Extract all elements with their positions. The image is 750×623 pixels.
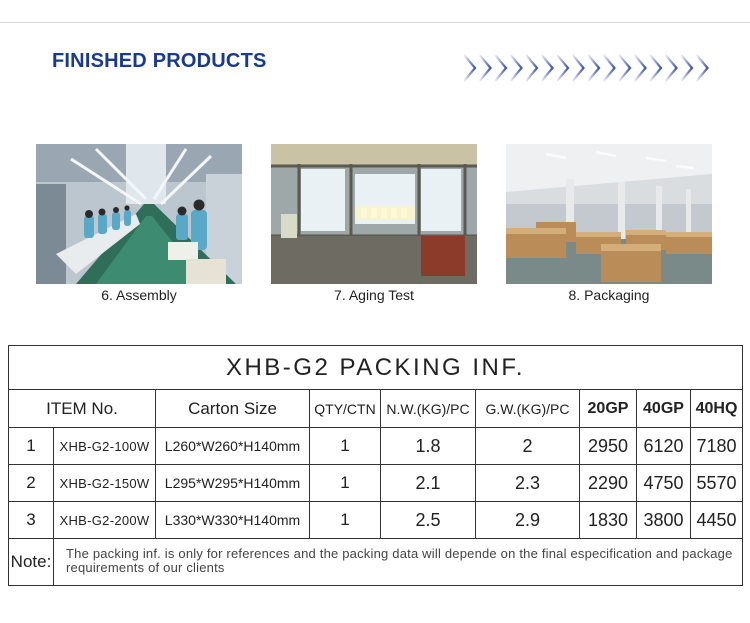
table-row	[9, 502, 743, 539]
model-cell: XHB-G2-150W	[54, 465, 156, 502]
row-number: 3	[9, 502, 54, 539]
carton-size-cell: L295*W295*H140mm	[156, 465, 310, 502]
packaging-photo	[506, 144, 712, 284]
header-40gp: 40GP	[637, 390, 691, 428]
note-text: The packing inf. is only for references and the packing data will depende on the final especification and package requirements of our clients	[54, 539, 743, 586]
chevron-mark	[511, 55, 522, 81]
table-header-row	[9, 390, 743, 428]
chevron-decoration-icon	[460, 52, 715, 84]
40hq-cell: 7180	[691, 428, 743, 465]
header-carton-size: Carton Size	[156, 390, 310, 428]
chevron-mark	[635, 55, 646, 81]
header-20gp: 20GP	[580, 390, 637, 428]
chevron-mark	[557, 55, 568, 81]
warehouse-packaging-photo-icon	[506, 144, 712, 284]
20gp-cell: 1830	[580, 502, 637, 539]
gross-weight-cell: 2.9	[476, 502, 580, 539]
carton-size-cell: L330*W330*H140mm	[156, 502, 310, 539]
header-qty-ctn: QTY/CTN	[310, 390, 381, 428]
note-label: Note:	[9, 539, 54, 586]
model-cell: XHB-G2-200W	[54, 502, 156, 539]
40gp-cell: 4750	[637, 465, 691, 502]
photo-caption: 7. Aging Test	[334, 287, 414, 303]
header-40hq: 40HQ	[691, 390, 743, 428]
photo-caption: 6. Assembly	[101, 287, 177, 303]
chevron-mark	[650, 55, 661, 81]
table-title: XHB-G2 PACKING INF.	[9, 346, 743, 390]
chevron-mark	[681, 55, 692, 81]
40gp-cell: 3800	[637, 502, 691, 539]
section-heading: FINISHED PRODUCTS	[52, 50, 267, 72]
qty-cell: 1	[310, 502, 381, 539]
photo-caption: 8. Packaging	[568, 287, 650, 303]
chevron-mark	[588, 55, 599, 81]
carton-size-cell: L260*W260*H140mm	[156, 428, 310, 465]
chevron-mark	[480, 55, 491, 81]
chevron-mark	[697, 55, 708, 81]
chevron-mark	[666, 55, 677, 81]
header-gross-weight: G.W.(KG)/PC	[476, 390, 580, 428]
model-cell: XHB-G2-100W	[54, 428, 156, 465]
20gp-cell: 2290	[580, 465, 637, 502]
chevron-mark	[464, 55, 475, 81]
aging-test-photo	[271, 144, 477, 284]
gross-weight-cell: 2	[476, 428, 580, 465]
row-number: 2	[9, 465, 54, 502]
20gp-cell: 2950	[580, 428, 637, 465]
chevron-mark	[604, 55, 615, 81]
note-row	[9, 539, 743, 586]
row-number: 1	[9, 428, 54, 465]
40hq-cell: 4450	[691, 502, 743, 539]
chevron-mark	[526, 55, 537, 81]
chevron-mark	[495, 55, 506, 81]
chevron-mark	[573, 55, 584, 81]
gross-weight-cell: 2.3	[476, 465, 580, 502]
chevron-mark	[619, 55, 630, 81]
top-divider	[0, 22, 750, 23]
packing-info-table	[8, 345, 743, 586]
net-weight-cell: 2.5	[381, 502, 476, 539]
40hq-cell: 5570	[691, 465, 743, 502]
qty-cell: 1	[310, 465, 381, 502]
qty-cell: 1	[310, 428, 381, 465]
assembly-photo	[36, 144, 242, 284]
net-weight-cell: 2.1	[381, 465, 476, 502]
aging-test-room-photo-icon	[271, 144, 477, 284]
table-row	[9, 465, 743, 502]
table-row	[9, 428, 743, 465]
chevron-mark	[542, 55, 553, 81]
header-net-weight: N.W.(KG)/PC	[381, 390, 476, 428]
assembly-line-photo-icon	[36, 144, 242, 284]
40gp-cell: 6120	[637, 428, 691, 465]
header-item-no: ITEM No.	[9, 390, 156, 428]
net-weight-cell: 1.8	[381, 428, 476, 465]
